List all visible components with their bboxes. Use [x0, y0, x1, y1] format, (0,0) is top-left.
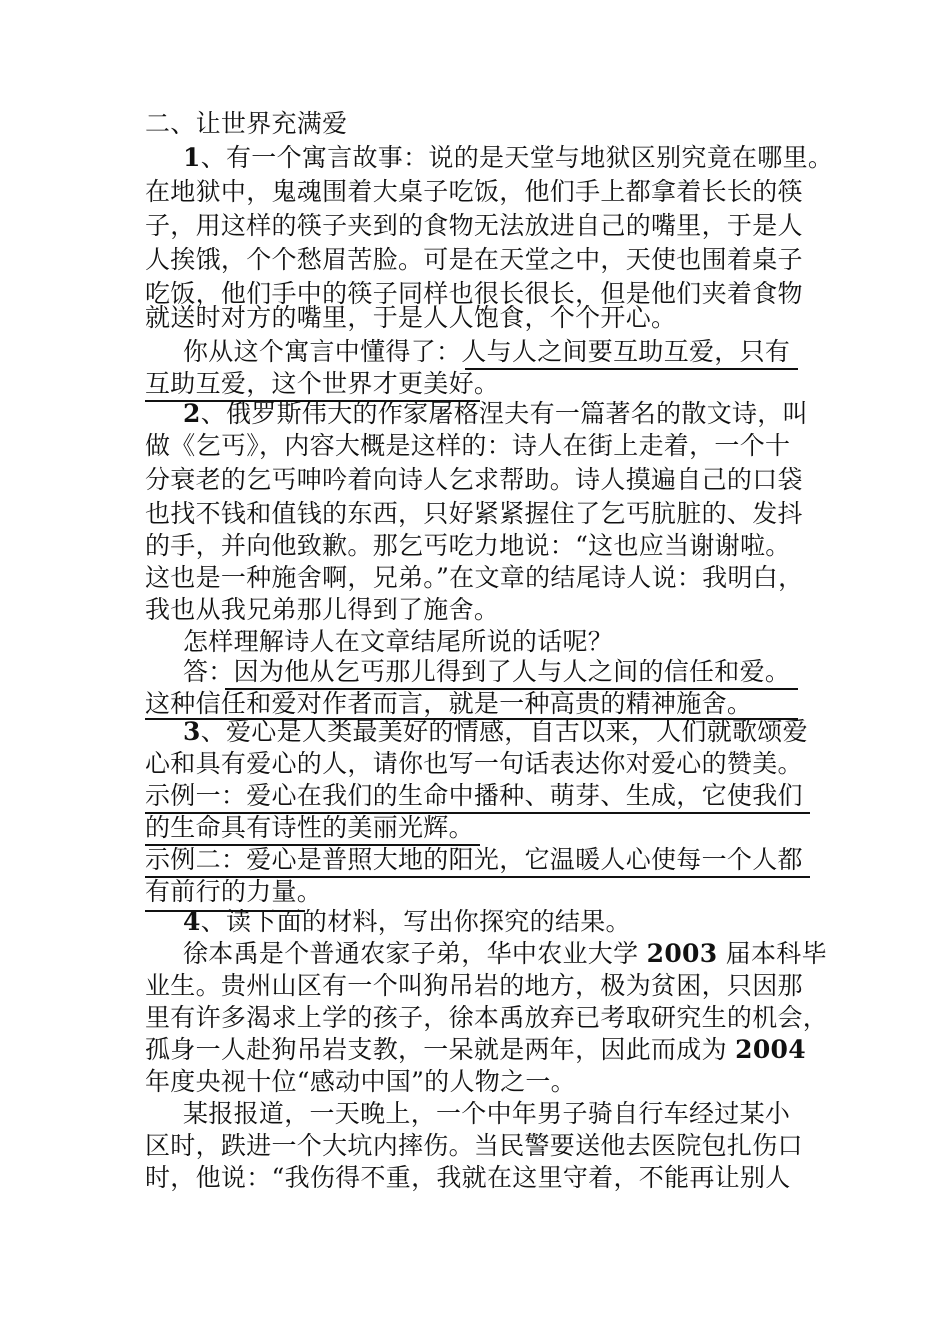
q2-question: 怎样理解诗人在文章结尾所说的话呢？ [183, 627, 614, 656]
q3-example-2-line-1: 示例二：爱心是普照大地的阳光，它温暖人心使每一个人都 [145, 845, 803, 874]
q1-answer-line-1: 你从这个寓言中懂得了：人与人之间要互助互爱，只有 [183, 337, 791, 366]
year-2003: 2003 [646, 939, 718, 968]
q2-number: 2 [183, 399, 201, 428]
q2-line-3: 分衰老的乞丐呻吟着向诗人乞求帮助。诗人摸遍自己的口袋 [145, 465, 803, 494]
q4-para2-line-1: 某报报道，一天晚上，一个中年男子骑自行车经过某小 [183, 1099, 791, 1128]
q1-line-4: 人挨饿，个个愁眉苦脸。可是在天堂之中，天使也围着桌子 [145, 245, 803, 274]
q4-para2-line-3: 时，他说：“我伤得不重，我就在这里守着，不能再让别人 [145, 1163, 791, 1192]
q3-example-1-line-2: 的生命具有诗性的美丽光辉。 [145, 813, 474, 842]
q1-line-3: 子，用这样的筷子夹到的食物无法放进自己的嘴里，于是人 [145, 211, 803, 240]
q3-example-2-rule-1 [145, 876, 810, 878]
q3-example-1-line-1: 示例一：爱心在我们的生命中播种、萌芽、生成，它使我们 [145, 781, 803, 810]
q2-answer-line-1: 答：因为他从乞丐那儿得到了人与人之间的信任和爱。 [183, 657, 791, 686]
q3-example-2-line-2: 有前行的力量。 [145, 877, 323, 906]
q4-para1-line-2: 业生。贵州山区有一个叫狗吊岩的地方，极为贫困，只因那 [145, 971, 803, 1000]
section-title: 二、让世界充满爱 [145, 109, 348, 138]
q1-line-2: 在地狱中，鬼魂围着大桌子吃饭，他们手上都拿着长长的筷 [145, 177, 803, 206]
q4-para2-line-2: 区时，跌进一个大坑内摔伤。当民警要送他去医院包扎伤口 [145, 1131, 803, 1160]
q2-answer-rule-1 [225, 688, 798, 690]
q3-line-1: 3、爱心是人类最美好的情感，自古以来，人们就歌颂爱 [183, 717, 808, 746]
q1-answer-line-2: 互助互爱，这个世界才更美好。 [145, 369, 500, 398]
q4-para1-line-3: 里有许多渴求上学的孩子，徐本禹放弃已考取研究生的机会， [145, 1003, 829, 1032]
q4-number: 4 [183, 907, 201, 936]
q2-line-7: 我也从我兄弟那儿得到了施舍。 [145, 595, 500, 624]
q1-number: 1 [183, 143, 201, 172]
q1-line-5: 吃饭，他们手中的筷子同样也很长很长，但是他们夹着食物 [145, 279, 803, 308]
q3-line-2: 心和具有爱心的人，请你也写一句话表达你对爱心的赞美。 [145, 749, 803, 778]
q2-line-6: 这也是一种施舍啊，兄弟。”在文章的结尾诗人说：我明白， [145, 563, 804, 592]
q1-line-6: 就送时对方的嘴里，于是人人饱食，个个开心。 [145, 303, 677, 332]
q4-line-1: 4、读下面的材料，写出你探究的结果。 [183, 907, 631, 936]
q2-line-1: 2、俄罗斯伟大的作家屠格涅夫有一篇著名的散文诗，叫 [183, 399, 808, 428]
q4-para1-line-5: 年度央视十位“感动中国”的人物之一。 [145, 1067, 576, 1096]
q2-line-5: 的手，并向他致歉。那乞丐吃力地说：“这也应当谢谢啦。 [145, 531, 791, 560]
q1-answer-rule-1 [465, 368, 798, 370]
q4-para1-line-4: 孤身一人赴狗吊岩支教，一呆就是两年，因此而成为 2004 [145, 1035, 806, 1064]
q1-line-1: 1、有一个寓言故事：说的是天堂与地狱区别究竟在哪里。 [183, 143, 834, 172]
q3-number: 3 [183, 717, 201, 746]
q2-answer-line-2: 这种信任和爱对作者而言，就是一种高贵的精神施舍。 [145, 689, 753, 718]
q2-line-2: 做《乞丐》，内容大概是这样的：诗人在街上走着，一个十 [145, 431, 791, 460]
q3-example-1-rule-1 [145, 812, 810, 814]
q2-line-4: 也找不钱和值钱的东西，只好紧紧握住了乞丐肮脏的、发抖 [145, 499, 803, 528]
year-2004: 2004 [735, 1035, 806, 1064]
q4-para1-line-1: 徐本禹是个普通农家子弟，华中农业大学 2003 届本科毕 [183, 939, 827, 968]
